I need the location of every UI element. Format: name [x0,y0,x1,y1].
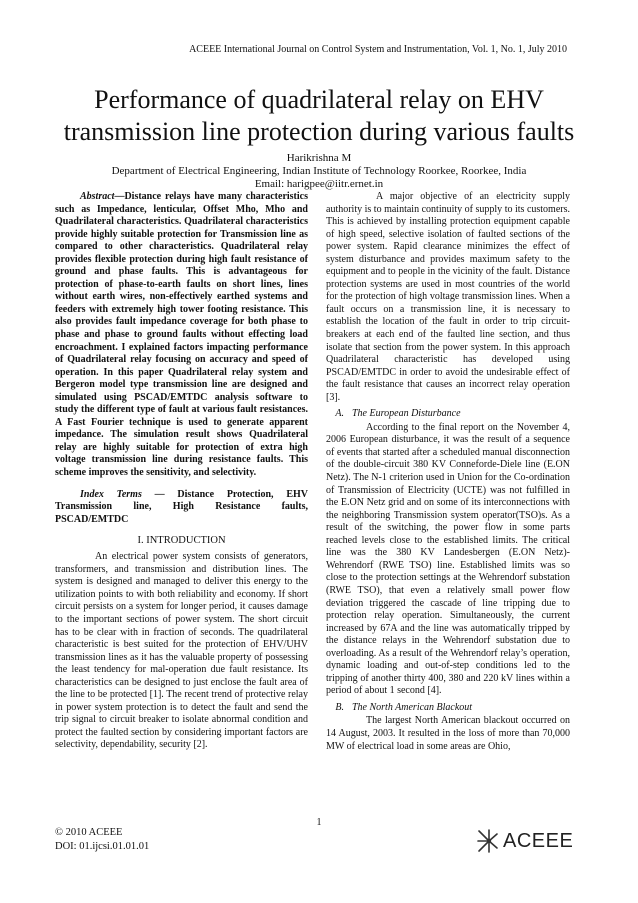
subsection-b-title: The North American Blackout [352,701,473,713]
abstract-label: Abstract [80,191,115,202]
author-name: Harikrishna M [286,152,352,164]
subsection-a-title: The European Disturbance [352,408,461,420]
section-heading-introduction: I. INTRODUCTION [137,535,226,547]
footer [55,826,149,854]
aceee-logo [476,826,573,856]
paper-title [0,84,638,148]
author-email: Email: harigpee@iitr.ernet.in [254,178,384,190]
intro-paragraph-1: An electrical power system consists of generators, transformers, and transmission and distribution lines. The system is designed and managed to deliver this energy to the utilization points to with both reliability and economy. If short circuit persists on a system for longer period, it causes damage to the important sections of power system. The short circuit has to be clear with in fraction of seconds. The quadrilateral characteristic is best suited for the protection of EHV/UHV transmission lines as it has the valuable property of possessing the least tendency for mal-operation due fault resistance. Its characteristics can be designed to just enclose the fault area of the line to be protected [1]. The recent trend of protective relay in power system protection is to detect the fault and send the trip signal to circuit breaker to isolate abnormal condition and protect the faulted section by considering important factors are selectivity, dependability, security [2]. [55,551,308,751]
aceee-logo-icon [476,828,502,854]
european-disturbance-paragraph: According to the final report on the November 4, 2006 European disturbance, it was the result of a sequence of events that started after a scheduled manual disconnection of the double-circuit 380 KV Conneforde-Diele line (E.ON Netz). The N-1 criterion used in Union for the Co-ordination of Transmission of Electricity (UCTE) was not fulfilled in the E.ON Netz grid and on some of its interconnections with the neighboring Transmission system operator(TSO)s. As a result of the switching, the power flow in some parts reached levels close to the established limits. The critical line was the 380 KV Landesbergen (E.ON Netz)-Wehrendorf (RWE TSO) line. Established limits was so close to the protection settings at the Wehrendorf substation (RWE TSO), that even a relatively small power flow deviation triggered the cascade of line tripping due to protection relay operation. Simultaneously, the current increased by 67A and the line was automatically tripped by the distance relays in the Wehrendorf substation due to overloading. As a result of the Wehrendorf relay’s operation, dynamic loading and out-of-step conditions led to the tripping of another thirty 400, 380 and 220 kV lines within a period of about 1 second [4]. [326,421,570,697]
abstract-text: —Distance relays have many characteristics such as Impedance, lenticular, Offset Mho, Mho and Quadrilateral characteristics. Quadrilateral characteristics provide highly suitable protection for Transmission line as compared to other characteristics. Quadrilateral relay provides flexible protection during high fault resistance of ground and phase faults. This is advantageous for protection of phase-to-earth faults on short lines, lines without earth wires, non-effectively earthed systems and feeders with extremely high tower footing resistance. This also provides fault impedance coverage for both phase to phase and phase to ground faults without effecting load encroachment. I explained factors impacting performance of Quadrilateral relay focusing on accuracy and speed of operation. In this paper Quadrilateral relay system and Bergeron model type transmission line are designed and simulated using PSCAD/EMTDC analysis software to study the different type of fault at various fault resistances. A Fast Fourier technique is used to generate apparent impedance. The simulation result shows Quadrilateral relay are highly suitable for protection of extra high voltage transmission line during resistance faults. This scheme improves the sensitivity, and selectivity. [55,191,308,479]
abstract [55,191,308,480]
author-affiliation: Department of Electrical Engineering, Indian Institute of Technology Roorkee, Roorkee, India [111,165,527,177]
page-number: 1 [316,817,322,828]
journal-header: ACEEE International Journal on Control System and Instrumentation, Vol. 1, No. 1, July 2010 [189,44,567,55]
author-block [0,152,638,191]
footer-doi: DOI: 01.ijcsi.01.01.01 [55,841,150,852]
index-terms-text: — Distance Protection, EHV Transmission line, High Resistance faults, PSCAD/EMTDC [55,488,308,525]
subsection-heading-north-american-blackout [326,702,570,715]
north-american-blackout-paragraph: The largest North American blackout occurred on 14 August, 2003. It resulted in the loss of more than 70,000 MW of electrical load in some areas are Ohio, [326,715,570,752]
subsection-heading-european-disturbance [326,408,570,421]
aceee-logo-text: ACEEE [503,829,574,852]
index-terms [55,489,308,527]
footer-copyright: © 2010 ACEEE [55,827,123,838]
title-line-2: transmission line protection during various faults [63,117,575,146]
right-column [326,191,570,753]
left-column [55,191,308,752]
subsection-a-letter: A. [335,408,344,420]
title-line-1: Performance of quadrilateral relay on EHV [94,85,544,114]
intro-paragraph-2: A major objective of an electricity supply authority is to maintain continuity of supply to its customers. This is achieved by installing protection equipment capable of high speed, selective isolation of faulted sections of the power system. Rapid clearance minimizes the effect of system disturbance and provides maximum safety to the equipment and to people in the vicinity of the fault. Distance protection systems are used in most countries of the world for the protection of high voltage transmission lines. When a fault occurs on a transmission line, it is necessary to establish the location of the fault in order to trip circuit-breakers at each end of the faulted line section, and thus isolate that section from the power system. In this approach Quadrilateral characteristic has developed using PSCAD/EMTDC in order to avoid the undesirable effect of the fault resistance that causes an incorrect relay operation [3]. [326,191,570,403]
index-terms-label: Index Terms [80,488,142,500]
subsection-b-letter: B. [335,701,344,713]
